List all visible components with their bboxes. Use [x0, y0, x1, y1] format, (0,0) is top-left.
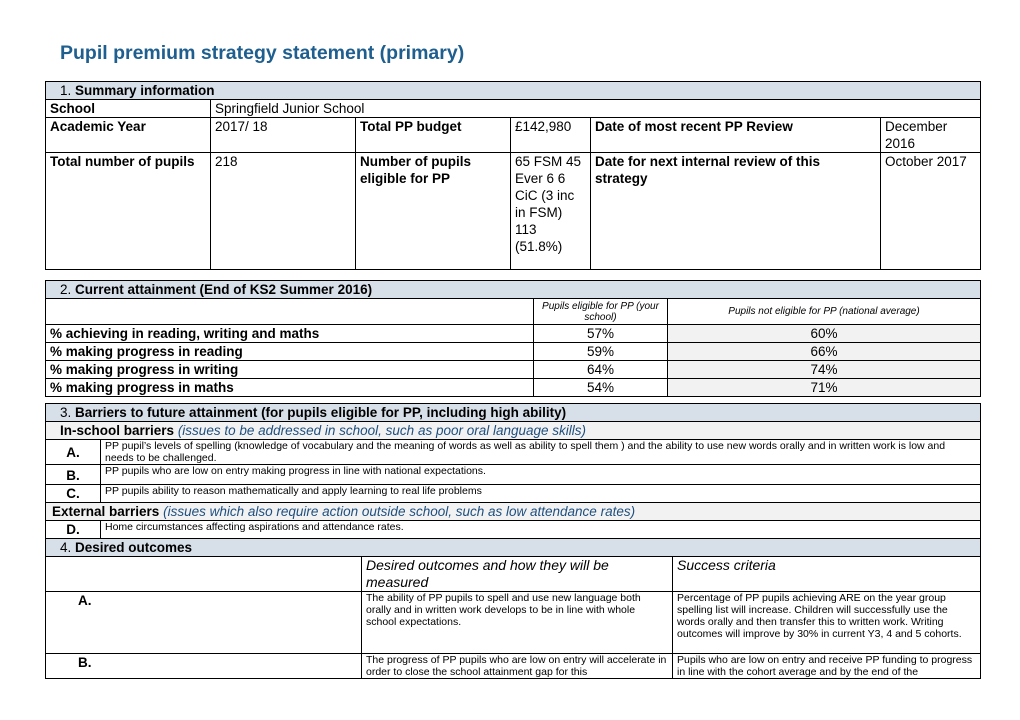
barrier-letter: D. [46, 521, 101, 539]
current-attainment-table [45, 280, 981, 397]
next-review-label: Date for next internal review of this strategy [591, 153, 881, 270]
barrier-letter: A. [46, 440, 101, 465]
row-label: % making progress in maths [46, 379, 534, 397]
not-pp-value: 71% [668, 379, 981, 397]
outcome-row [46, 654, 981, 679]
eligible-pupils-value: 65 FSM 45 Ever 6 6 CiC (3 inc in FSM) 113 (51.8%) [511, 153, 591, 270]
outcome-letter: B. [46, 654, 362, 679]
page-title: Pupil premium strategy statement (primary) [60, 42, 465, 64]
section-2-header: 2. Current attainment (End of KS2 Summer 2016) [46, 281, 981, 299]
recent-review-value: December 2016 [881, 118, 981, 153]
barrier-row [46, 485, 981, 503]
next-review-value: October 2017 [881, 153, 981, 270]
total-pupils-value: 218 [211, 153, 356, 270]
row-label: % achieving in reading, writing and maths [46, 325, 534, 343]
school-label: School [46, 100, 211, 118]
pp-value: 59% [534, 343, 668, 361]
section-1-header: 1. Summary information [46, 82, 981, 100]
academic-year-label: Academic Year [46, 118, 211, 153]
row-label: % making progress in reading [46, 343, 534, 361]
outcome-row [46, 592, 981, 654]
outcomes-column-header: Desired outcomes and how they will be measured [362, 557, 673, 592]
pp-value: 54% [534, 379, 668, 397]
total-pp-budget-value: £142,980 [511, 118, 591, 153]
table-row [46, 361, 981, 379]
not-pp-value: 66% [668, 343, 981, 361]
table-row [46, 379, 981, 397]
section-4-header: 4. Desired outcomes [46, 539, 981, 557]
barrier-letter: B. [46, 465, 101, 485]
pp-column-header: Pupils eligible for PP (your school) [534, 299, 668, 325]
summary-information-table [45, 81, 981, 270]
barrier-letter: C. [46, 485, 101, 503]
success-column-header: Success criteria [673, 557, 981, 592]
success-criteria-text: Percentage of PP pupils achieving ARE on the year group spelling list will increase. Children will successfully use the words orally and then transfer this to written work. Writing outcomes will improve by 30% in current Y3, 4 and 5 cohorts. [673, 592, 981, 654]
eligible-pupils-label: Number of pupils eligible for PP [356, 153, 511, 270]
pp-value: 64% [534, 361, 668, 379]
barrier-text: PP pupils who are low on entry making progress in line with national expectations. [101, 465, 981, 485]
not-pp-value: 74% [668, 361, 981, 379]
pp-value: 57% [534, 325, 668, 343]
barrier-row [46, 440, 981, 465]
table-row [46, 325, 981, 343]
barrier-row [46, 521, 981, 539]
blank-cell [46, 557, 362, 592]
section-3-header: 3. Barriers to future attainment (for pupils eligible for PP, including high ability) [46, 404, 981, 422]
academic-year-value: 2017/ 18 [211, 118, 356, 153]
barrier-text: PP pupils ability to reason mathematically and apply learning to real life problems [101, 485, 981, 503]
total-pupils-label: Total number of pupils [46, 153, 211, 270]
row-label: % making progress in writing [46, 361, 534, 379]
school-value: Springfield Junior School [211, 100, 981, 118]
total-pp-budget-label: Total PP budget [356, 118, 511, 153]
barrier-text: Home circumstances affecting aspirations and attendance rates. [101, 521, 981, 539]
outcome-letter: A. [46, 592, 362, 654]
success-criteria-text: Pupils who are low on entry and receive PP funding to progress in line with the cohort average and by the end of the [673, 654, 981, 679]
blank-cell [46, 299, 534, 325]
barrier-text: PP pupil’s levels of spelling (knowledge of vocabulary and the meaning of words as well as ability to spell them ) and the ability to use new words orally and in written work is low and needs to be challenged. [101, 440, 981, 465]
recent-review-label: Date of most recent PP Review [591, 118, 881, 153]
external-barriers-header: External barriers (issues which also require action outside school, such as low attendance rates) [46, 503, 981, 521]
not-pp-value: 60% [668, 325, 981, 343]
table-row [46, 343, 981, 361]
barriers-outcomes-table [45, 403, 981, 679]
outcome-text: The progress of PP pupils who are low on entry will accelerate in order to close the school attainment gap for this [362, 654, 673, 679]
in-school-barriers-header: In-school barriers (issues to be addressed in school, such as poor oral language skills) [46, 422, 981, 440]
not-pp-column-header: Pupils not eligible for PP (national average) [668, 299, 981, 325]
outcome-text: The ability of PP pupils to spell and use new language both orally and in written work develops to be in line with whole school expectations. [362, 592, 673, 654]
barrier-row [46, 465, 981, 485]
